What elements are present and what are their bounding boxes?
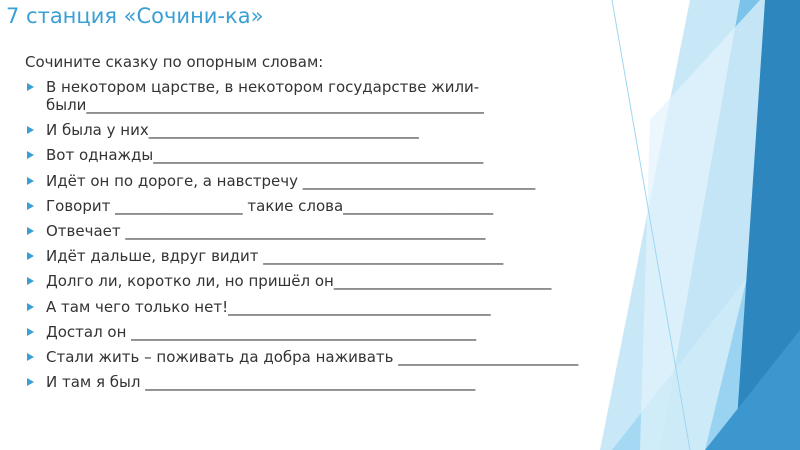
list-item <box>25 172 695 190</box>
list-item <box>25 247 695 265</box>
list-item <box>25 121 695 139</box>
triangle-bullet-icon <box>27 202 34 210</box>
list-item-text: Стали жить – поживать да добра наживать ________________________ <box>46 347 579 366</box>
slide-content <box>25 53 695 398</box>
list-item-text: И была у них____________________________________ <box>46 121 419 140</box>
list-item <box>25 323 695 341</box>
list-item-text: Говорит _________________ такие слова____________________ <box>46 196 494 215</box>
list-item-text: Идёт дальше, вдруг видит ________________________________ <box>46 247 504 266</box>
list-item <box>25 348 695 366</box>
list-item <box>25 222 695 240</box>
triangle-bullet-icon <box>27 328 34 336</box>
triangle-bullet-icon <box>27 353 34 361</box>
triangle-bullet-icon <box>27 151 34 159</box>
story-prompt-list <box>25 78 695 391</box>
list-item <box>25 146 695 164</box>
list-item-text: А там чего только нет!___________________________________ <box>46 297 491 316</box>
list-item-text: Вот однажды____________________________________________ <box>46 146 484 165</box>
list-item-text: Долго ли, коротко ли, но пришёл он_____________________________ <box>46 272 552 291</box>
triangle-bullet-icon <box>27 227 34 235</box>
triangle-bullet-icon <box>27 126 34 134</box>
triangle-bullet-icon <box>27 277 34 285</box>
triangle-bullet-icon <box>27 252 34 260</box>
list-item-text: Достал он ______________________________________________ <box>46 322 477 341</box>
list-item-text: В некотором царстве, в некотором государстве жили- были_____________________________________________________ <box>46 78 484 114</box>
list-item-text: Идёт он по дороге, а навстречу _______________________________ <box>46 171 536 190</box>
list-item <box>25 298 695 316</box>
list-item-text: Отвечает ________________________________________________ <box>46 221 486 240</box>
triangle-bullet-icon <box>27 83 34 91</box>
triangle-bullet-icon <box>27 378 34 386</box>
list-item <box>25 272 695 290</box>
list-item <box>25 197 695 215</box>
triangle-bullet-icon <box>27 177 34 185</box>
slide-title: 7 станция «Сочини-ка» <box>6 4 264 28</box>
triangle-bullet-icon <box>27 303 34 311</box>
list-item-text: И там я был ____________________________________________ <box>46 373 476 392</box>
list-item <box>25 78 695 114</box>
intro-text: Сочините сказку по опорным словам: <box>25 53 324 71</box>
list-item <box>25 373 695 391</box>
